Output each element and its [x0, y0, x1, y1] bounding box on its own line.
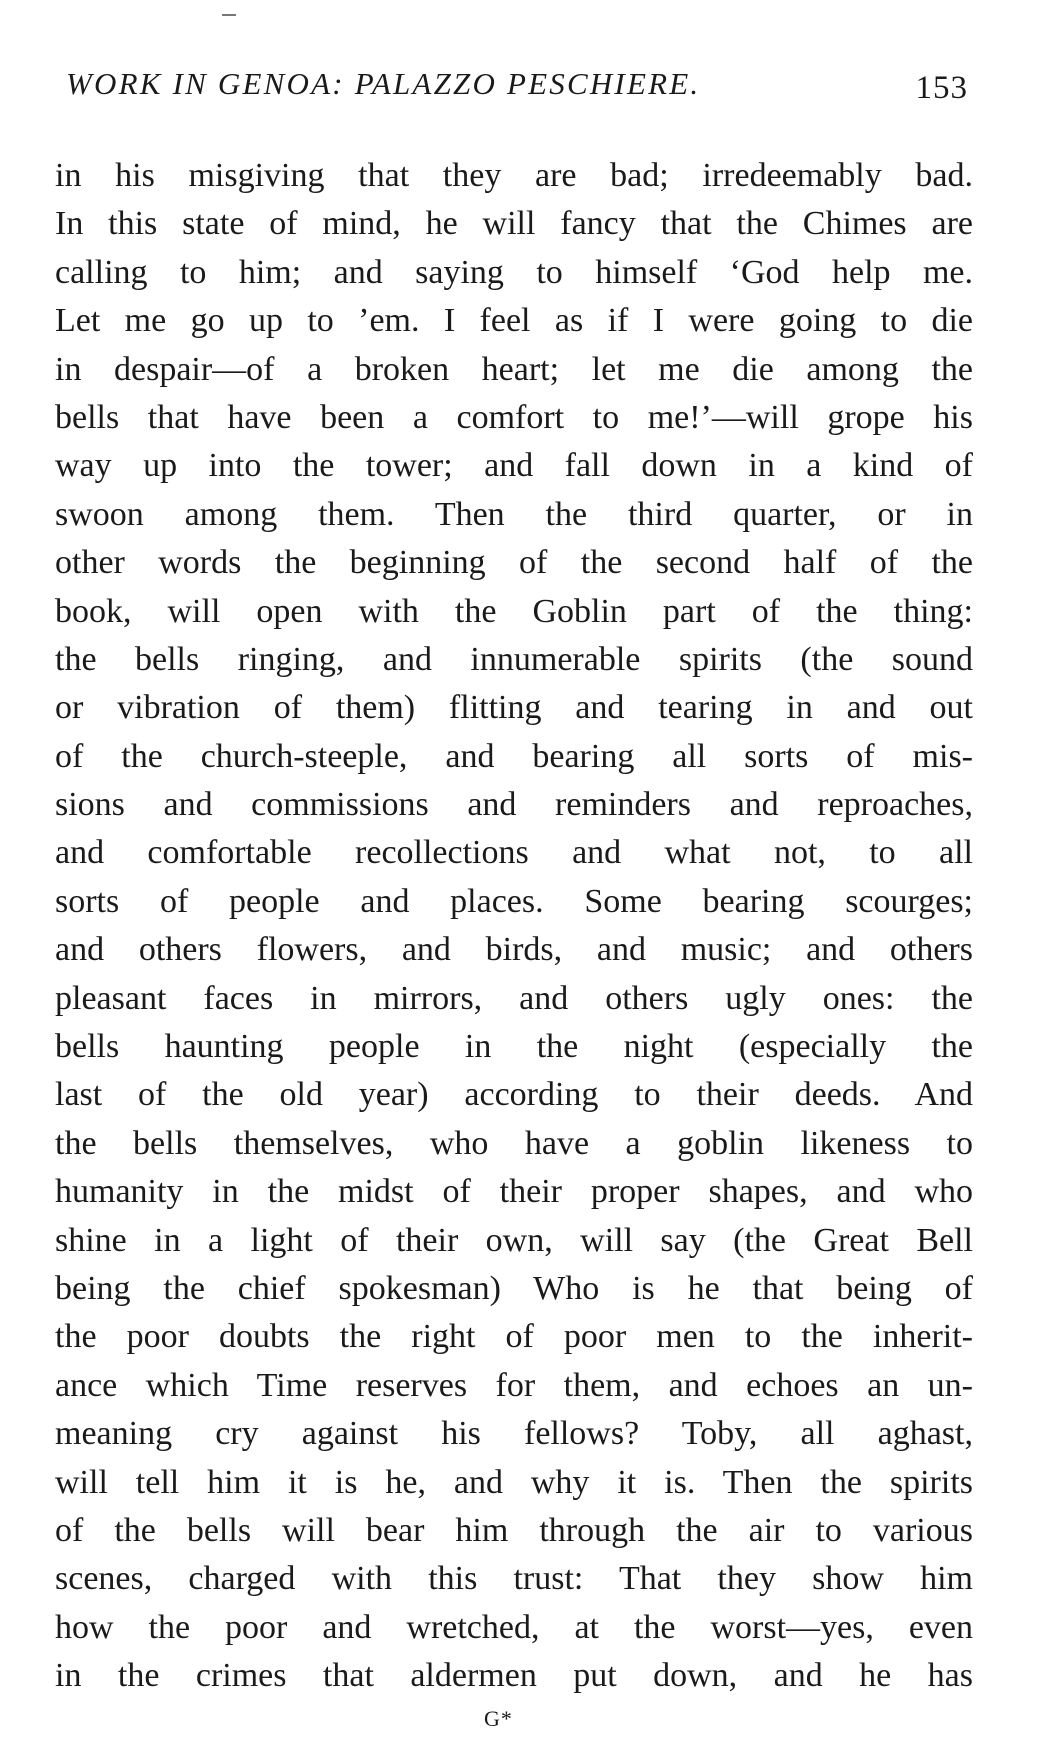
text-line: the bells themselves, who have a goblin likeness to: [55, 1124, 973, 1162]
text-line: the bells ringing, and innumerable spirits (the sound: [55, 640, 973, 678]
text-line: humanity in the midst of their proper shapes, and who: [55, 1173, 973, 1211]
text-line: calling to him; and saying to himself ‘God help me.: [55, 253, 973, 291]
text-line: sions and commissions and reminders and reproaches,: [55, 786, 973, 824]
text-line: the poor doubts the right of poor men to the inherit-: [55, 1318, 973, 1356]
text-line: being the chief spokesman) Who is he that being of: [55, 1269, 973, 1307]
text-line: last of the old year) according to their deeds. And: [55, 1076, 973, 1114]
text-line: of the church-steeple, and bearing all sorts of mis-: [55, 737, 973, 775]
text-line: ance which Time reserves for them, and echoes an un-: [55, 1366, 973, 1404]
running-head: [66, 66, 976, 126]
page-number: 153: [915, 70, 968, 106]
text-line: way up into the tower; and fall down in a kind of: [55, 447, 973, 485]
text-line: meaning cry against his fellows? Toby, all aghast,: [55, 1415, 973, 1453]
text-line: how the poor and wretched, at the worst—yes, even: [55, 1608, 973, 1646]
text-line: in his misgiving that they are bad; irredeemably bad.: [55, 157, 973, 194]
text-line: bells that have been a comfort to me!’—will grope his: [55, 398, 973, 436]
signature-mark: G*: [484, 1706, 513, 1731]
text-line: or vibration of them) flitting and tearing in and out: [55, 689, 973, 727]
text-line: in despair—of a broken heart; let me die among the: [55, 350, 973, 388]
top-edge-mark: [222, 14, 236, 16]
text-line: Let me go up to ’em. I feel as if I were going to die: [55, 302, 973, 340]
text-line: scenes, charged with this trust: That they show him: [55, 1560, 973, 1598]
text-line: in the crimes that aldermen put down, and he has: [55, 1657, 973, 1695]
running-title: WORK IN GENOA: PALAZZO PESCHIERE.: [66, 66, 701, 101]
text-line: and others flowers, and birds, and music; and others: [55, 931, 973, 969]
text-line: swoon among them. Then the third quarter, or in: [55, 495, 973, 533]
text-line: bells haunting people in the night (especially the: [55, 1028, 973, 1066]
text-line: pleasant faces in mirrors, and others ugly ones: the: [55, 979, 973, 1017]
body-text: [55, 152, 973, 1701]
text-line: sorts of people and places. Some bearing scourges;: [55, 882, 973, 920]
text-line: In this state of mind, he will fancy that the Chimes are: [55, 205, 973, 243]
text-line: and comfortable recollections and what not, to all: [55, 834, 973, 872]
text-line: of the bells will bear him through the air to various: [55, 1511, 973, 1549]
text-line: book, will open with the Goblin part of the thing:: [55, 592, 973, 630]
text-line: other words the beginning of the second half of the: [55, 544, 973, 582]
text-line: will tell him it is he, and why it is. Then the spirits: [55, 1463, 973, 1501]
text-line: shine in a light of their own, will say (the Great Bell: [55, 1221, 973, 1259]
